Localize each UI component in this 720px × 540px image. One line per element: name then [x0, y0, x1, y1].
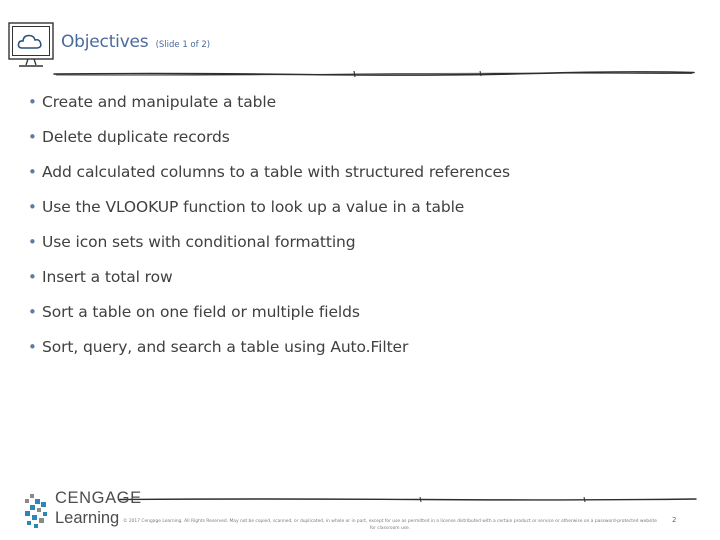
cloud-monitor-icon [6, 20, 58, 72]
list-item [28, 229, 510, 264]
bullet-icon: • [28, 93, 37, 111]
list-item-text: Use the VLOOKUP function to look up a value in a table [42, 198, 465, 216]
list-item [28, 194, 510, 229]
logo-text-cengage: CENGAGE [55, 489, 142, 507]
list-item-text: Use icon sets with conditional formatting [42, 233, 356, 251]
list-item [28, 264, 510, 299]
bullet-icon: • [28, 338, 37, 356]
footer-divider [118, 494, 698, 504]
title-text: Objectives [61, 32, 149, 52]
cengage-logo [24, 488, 142, 534]
bullet-icon: • [28, 128, 37, 146]
page-number: 2 [672, 516, 677, 524]
title-subtitle: (Slide 1 of 2) [155, 40, 211, 50]
list-item-text: Add calculated columns to a table with structured references [42, 163, 510, 181]
list-item-text: Delete duplicate records [42, 128, 230, 146]
header-divider [52, 66, 696, 80]
list-item [28, 299, 510, 334]
bullet-icon: • [28, 268, 37, 286]
list-item [28, 89, 510, 124]
slide-title [61, 32, 210, 52]
list-item-text: Insert a total row [42, 268, 173, 286]
list-item-text: Sort, query, and search a table using Auto.Filter [42, 338, 409, 356]
logo-text-learning: Learning [55, 509, 120, 527]
bullet-icon: • [28, 303, 37, 321]
list-item-text: Create and manipulate a table [42, 93, 277, 111]
list-item-text: Sort a table on one field or multiple fields [42, 303, 360, 321]
bullet-icon: • [28, 163, 37, 181]
copyright-notice: © 2017 Cengage Learning. All Rights Reserved. May not be copied, scanned, or duplicated, in whole or in part, except for use as permitted in a license distributed with a certain product or service or otherwise on a password-protected website for classroom use. [123, 519, 657, 531]
cengage-mark-icon [24, 492, 50, 530]
bullet-icon: • [28, 198, 37, 216]
bullet-icon: • [28, 233, 37, 251]
list-item [28, 334, 510, 369]
objectives-list [28, 89, 510, 369]
list-item [28, 124, 510, 159]
list-item [28, 159, 510, 194]
